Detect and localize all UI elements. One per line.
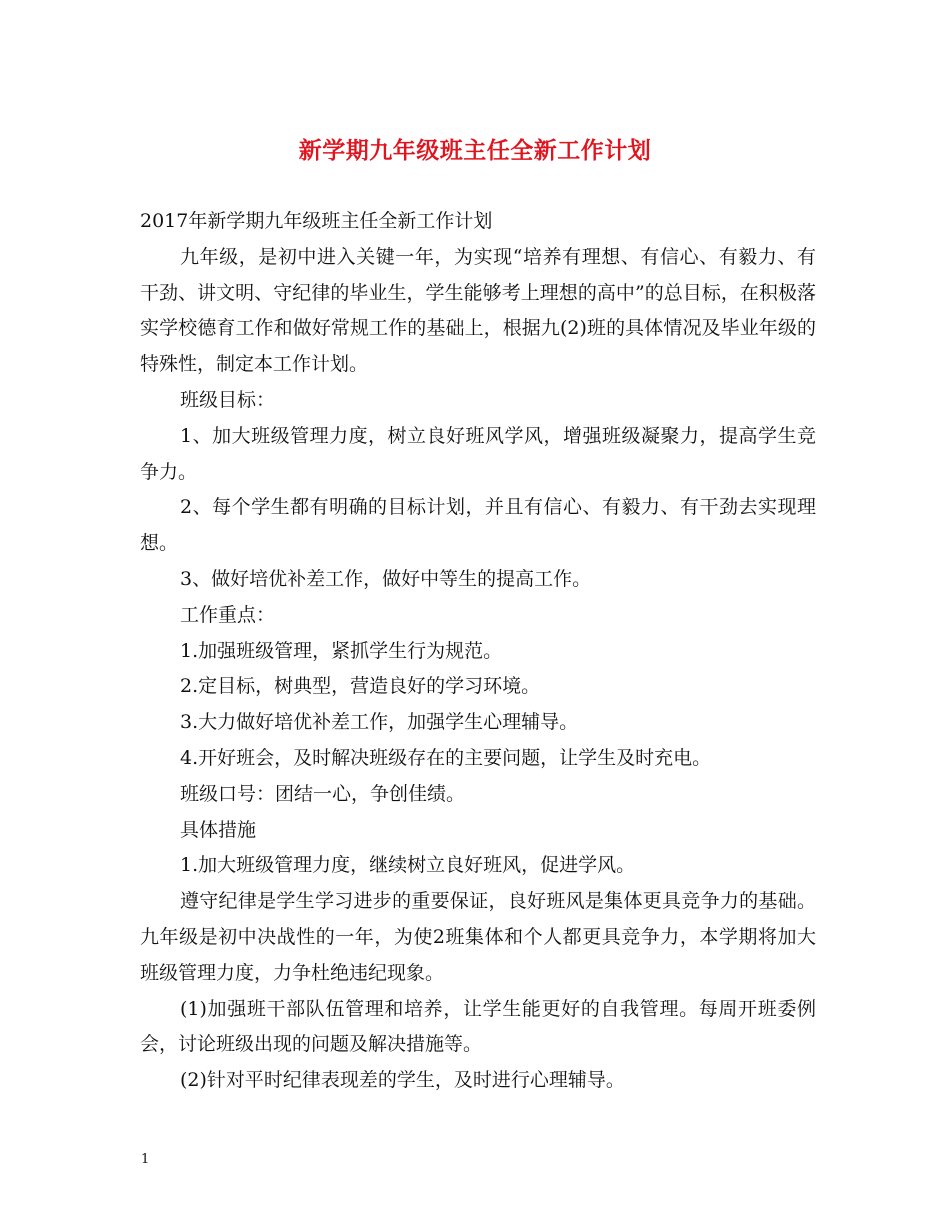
paragraph: 1、加大班级管理力度，树立良好班风学风，增强班级凝聚力，提高学生竞争力。 xyxy=(140,424,816,483)
page-number: 1 xyxy=(141,1152,150,1167)
paragraph: 3.大力做好培优补差工作，加强学生心理辅导。 xyxy=(180,711,579,734)
paragraph: 2017年新学期九年级班主任全新工作计划 xyxy=(140,210,493,232)
paragraph: 工作重点： xyxy=(180,603,276,626)
paragraph: 遵守纪律是学生学习进步的重要保证，良好班风是集体更具竞争力的基础。九年级是初中决战性的一年，为使2班集体和个人都更具竞争力，本学期将加大班级管理力度，力争杜绝违纪现象。 xyxy=(140,890,816,984)
paragraph: 2.定目标，树典型，营造良好的学习环境。 xyxy=(180,675,541,698)
document-title: 新学期九年级班主任全新工作计划 xyxy=(298,137,652,164)
paragraph: 2、每个学生都有明确的目标计划，并且有信心、有毅力、有干劲去实现理想。 xyxy=(140,496,816,555)
paragraph: 班级口号：团结一心，争创佳绩。 xyxy=(180,782,466,805)
paragraph: 九年级，是初中进入关键一年，为实现“培养有理想、有信心、有毅力、有干劲、讲文明、守纪律的毕业生，学生能够考上理想的高中”的总目标，在积极落实学校德育工作和做好常规工作的基础上，根据九(2)班的具体情况及毕业年级的特殊性，制定本工作计划。 xyxy=(140,245,816,376)
paragraph: 具体措施 xyxy=(180,818,257,841)
paragraph: (2)针对平时纪律表现差的学生，及时进行心理辅导。 xyxy=(180,1069,625,1092)
paragraph: 3、做好培优补差工作，做好中等生的提高工作。 xyxy=(180,567,592,590)
document-body xyxy=(140,204,816,1099)
paragraph: 1.加强班级管理，紧抓学生行为规范。 xyxy=(180,639,503,662)
paragraph: 班级目标： xyxy=(180,388,276,411)
paragraph: 4.开好班会，及时解决班级存在的主要问题，让学生及时充电。 xyxy=(180,746,712,769)
paragraph: (1)加强班干部队伍管理和培养，让学生能更好的自我管理。每周开班委例会，讨论班级出现的问题及解决措施等。 xyxy=(140,997,816,1056)
paragraph: 1.加大班级管理力度，继续树立良好班风，促进学风。 xyxy=(180,854,636,877)
